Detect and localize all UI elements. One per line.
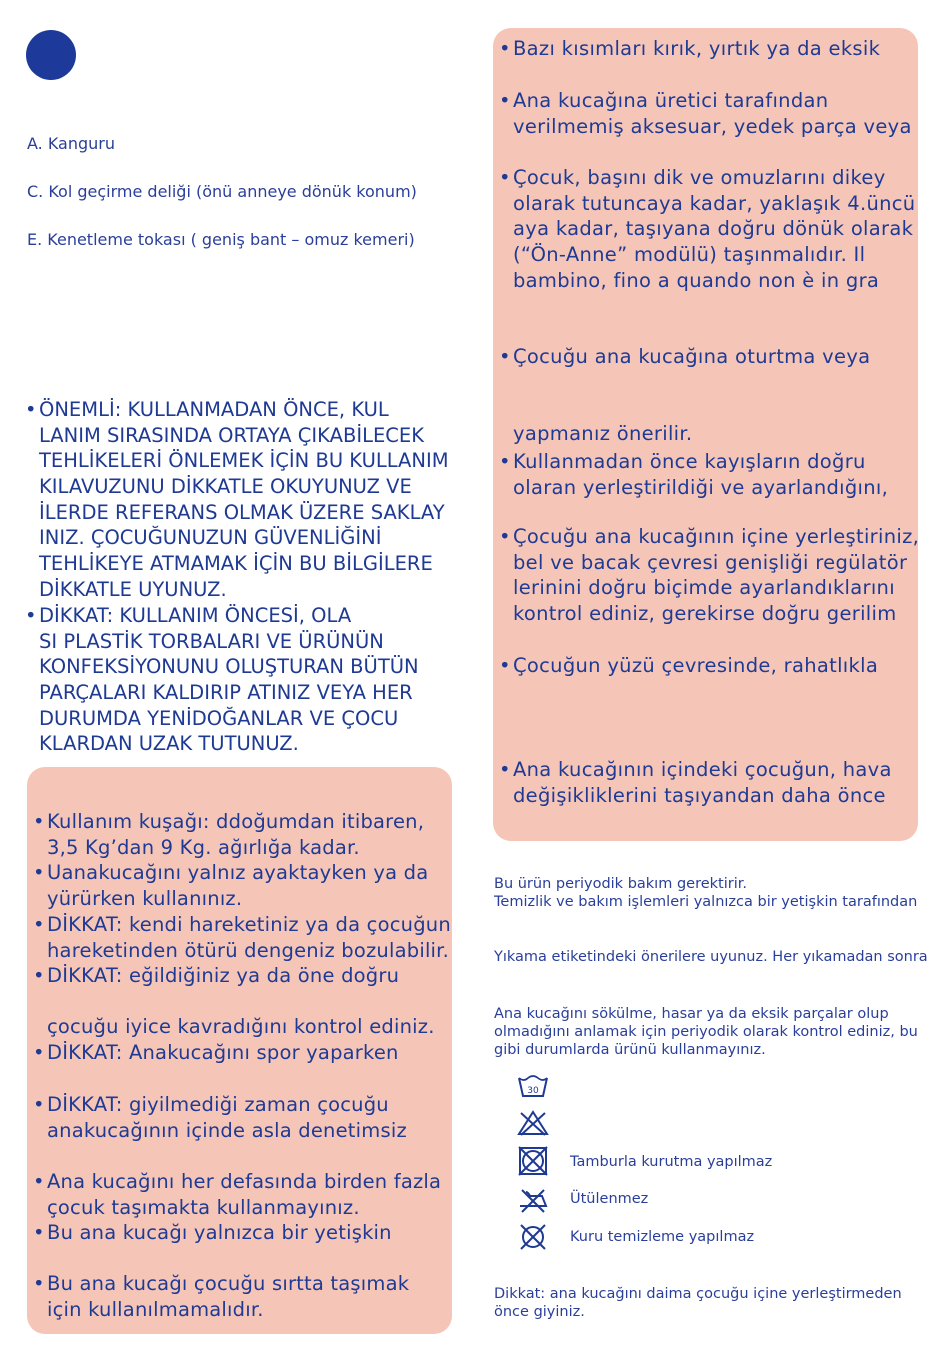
wash-instruction: Yıkama etiketindeki önerilere uyunuz. Her yıkamadan sonra <box>494 949 928 965</box>
bullet-text <box>47 1271 409 1322</box>
text-line: için kullanılmamalıdır. <box>47 1297 264 1321</box>
no-dry-clean-icon <box>516 1222 550 1252</box>
bullet-text <box>47 1092 407 1143</box>
text-line: Çocuğu ana kucağının içine yerleştiriniz, <box>513 525 920 548</box>
text-line: Bu ana kucağı yalnızca bir yetişkin <box>47 1221 392 1244</box>
bullet-dot: • <box>33 913 45 936</box>
bullet-dot: • <box>33 1170 45 1193</box>
text-line: Çocuğun yüzü çevresinde, rahatlıkla <box>513 654 879 677</box>
inspect-line-1: Ana kucağını sökülme, hasar ya da eksik parçalar olup <box>494 1006 889 1022</box>
text-line <box>513 395 870 421</box>
text-line: 3,5 Kg’dan 9 Kg. ağırlığa kadar. <box>47 835 360 859</box>
text-line: Ana kucağını her defasında birden fazla <box>47 1170 442 1193</box>
bullet-dot: • <box>33 861 45 884</box>
text-line <box>513 370 870 396</box>
iron-label: Ütülenmez <box>570 1191 649 1207</box>
text-line: TEHLİKELERİ ÖNLEMEK İÇİN BU KULLANIM <box>39 449 449 473</box>
dry-clean-label: Kuru temizleme yapılmaz <box>570 1229 755 1245</box>
text-line: DİKKAT: KULLANIM ÖNCESİ, OLA <box>39 604 352 627</box>
text-line: ÖNEMLİ: KULLANMADAN ÖNCE, KUL <box>39 398 389 421</box>
text-line: Ana kucağının içindeki çocuğun, hava <box>513 758 892 781</box>
bullet-dot: • <box>25 604 37 627</box>
inspect-line-3: gibi durumlarda ürünü kullanmayınız. <box>494 1042 766 1058</box>
text-line: LANIM SIRASINDA ORTAYA ÇIKABİLECEK <box>39 423 424 447</box>
text-line: DİKKAT: eğildiğiniz ya da öne doğru <box>47 964 400 987</box>
part-c-label: C. Kol geçirme deliği (önü anneye dönük konum) <box>27 182 417 201</box>
text-line <box>47 989 435 1015</box>
bullet-dot: • <box>499 525 511 548</box>
bullet-dot: • <box>33 964 45 987</box>
text-line: verilmemiş aksesuar, yedek parça veya <box>513 114 912 138</box>
inspect-line-2: olmadığını anlamak için periyodik olarak kontrol ediniz, bu <box>494 1024 918 1040</box>
wash-30-icon <box>516 1072 550 1102</box>
text-line: bambino, fino a quando non è in gra <box>513 268 880 292</box>
bullet-text <box>513 653 878 679</box>
bullet-text <box>47 963 435 1040</box>
bullet-dot: • <box>499 450 511 473</box>
bullet-text <box>47 1040 399 1066</box>
bullet-text <box>39 603 419 757</box>
bullet-text <box>39 397 449 603</box>
tumble-dry-label: Tamburla kurutma yapılmaz <box>570 1154 773 1170</box>
bullet-text <box>47 912 451 963</box>
bullet-text <box>513 165 915 293</box>
bullet-dot: • <box>25 398 37 421</box>
text-line: (“Ön-Anne” modülü) taşınmalıdır. Il <box>513 243 866 267</box>
text-line: Çocuğu ana kucağına oturtma veya <box>513 345 871 368</box>
bullet-dot: • <box>33 1041 45 1064</box>
bullet-dot: • <box>499 166 511 189</box>
bullet-dot: • <box>33 1272 45 1295</box>
maintenance-line-2: Temizlik ve bakım işlemleri yalnızca bir yetişkin tarafından <box>494 894 918 910</box>
bullet-text <box>47 1169 441 1220</box>
bullet-text <box>513 88 912 139</box>
text-line: Kullanmadan önce kayışların doğru <box>513 450 866 473</box>
text-line: Bu ana kucağı çocuğu sırtta taşımak <box>47 1272 410 1295</box>
text-line: KILAVUZUNU DİKKATLE OKUYUNUZ VE <box>39 475 412 499</box>
bullet-text <box>47 1220 392 1246</box>
text-line: TEHLİKEYE ATMAMAK İÇİN BU BİLGİLERE <box>39 552 433 576</box>
bullet-dot: • <box>33 1093 45 1116</box>
text-line: INIZ. ÇOCUĞUNUZUN GÜVENLİĞİNİ <box>39 526 382 550</box>
text-line: KONFEKSİYONUNU OLUŞTURAN BÜTÜN <box>39 655 419 679</box>
bullet-text <box>513 524 919 627</box>
bullet-dot: • <box>499 89 511 112</box>
bullet-text <box>47 809 424 860</box>
text-line: Çocuk, başını dik ve omuzlarını dikey <box>513 166 886 189</box>
text-line: Bazı kısımları kırık, yırtık ya da eksik <box>513 37 881 60</box>
no-bleach-icon <box>516 1108 550 1138</box>
text-line: hareketinden ötürü dengeniz bozulabilir. <box>47 938 449 962</box>
text-line: kontrol ediniz, gerekirse doğru gerilim <box>513 602 897 626</box>
text-line: DİKKATLE UYUNUZ. <box>39 577 227 601</box>
bullet-dot: • <box>499 37 511 60</box>
bullet-text <box>513 36 880 62</box>
text-line: yürürken kullanınız. <box>47 886 243 910</box>
text-line: İLERDE REFERANS OLMAK ÜZERE SAKLAY <box>39 500 445 524</box>
text-line: yapmanız önerilir. <box>513 422 693 446</box>
bullet-dot: • <box>33 810 45 833</box>
text-line: PARÇALARI KALDIRIP ATINIZ VEYA HER <box>39 681 413 705</box>
bullet-dot: • <box>499 758 511 781</box>
text-line: DİKKAT: giyilmediği zaman çocuğu <box>47 1093 389 1116</box>
bullet-text <box>47 860 428 911</box>
no-iron-icon <box>516 1184 550 1214</box>
bullet-text <box>513 344 870 447</box>
no-tumble-dry-icon <box>516 1146 550 1176</box>
text-line: çocuğu iyice kavradığını kontrol ediniz. <box>47 1015 435 1038</box>
text-line: çocuk taşımakta kullanmayınız. <box>47 1195 360 1219</box>
text-line: KLARDAN UZAK TUTUNUZ. <box>39 732 299 756</box>
text-line: DİKKAT: Anakucağını spor yaparken <box>47 1041 399 1064</box>
text-line: Ana kucağına üretici tarafından <box>513 89 829 112</box>
text-line: bel ve bacak çevresi genişliği regülatör <box>513 550 908 574</box>
bullet-dot: • <box>499 654 511 677</box>
text-line: anakucağının içinde asla denetimsiz <box>47 1118 407 1142</box>
text-line: değişikliklerini taşıyandan daha önce <box>513 783 886 807</box>
text-line: lerinini doğru biçimde ayarlandıklarını <box>513 576 895 600</box>
bullet-dot: • <box>33 1221 45 1244</box>
text-line: aya kadar, taşıyana doğru dönük olarak <box>513 217 914 241</box>
final-note-line-1: Dikkat: ana kucağını daima çocuğu içine yerleştirmeden <box>494 1286 902 1302</box>
bullet-text <box>513 757 892 808</box>
text-line: DİKKAT: kendi hareketiniz ya da çocuğun <box>47 913 451 936</box>
svg-text:30: 30 <box>527 1086 539 1096</box>
text-line: olarak tutuncaya kadar, yaklaşık 4.üncü <box>513 191 916 215</box>
final-note-line-2: önce giyiniz. <box>494 1304 585 1320</box>
bullet-dot: • <box>499 345 511 368</box>
text-line: Uanakucağını yalnız ayaktayken ya da <box>47 861 429 884</box>
text-line: DURUMDA YENİDOĞANLAR VE ÇOCU <box>39 706 399 730</box>
part-e-label: E. Kenetleme tokası ( geniş bant – omuz kemeri) <box>27 230 415 249</box>
text-line: Kullanım kuşağı: ddoğumdan itibaren, <box>47 810 425 833</box>
bullet-text <box>513 449 888 500</box>
text-line: SI PLASTİK TORBALARI VE ÜRÜNÜN <box>39 629 384 653</box>
part-a-label: A. Kanguru <box>27 134 116 153</box>
text-line: olaran yerleştirildiği ve ayarlandığını, <box>513 475 889 499</box>
maintenance-line-1: Bu ürün periyodik bakım gerektirir. <box>494 876 747 892</box>
blue-circle-marker <box>26 30 76 80</box>
